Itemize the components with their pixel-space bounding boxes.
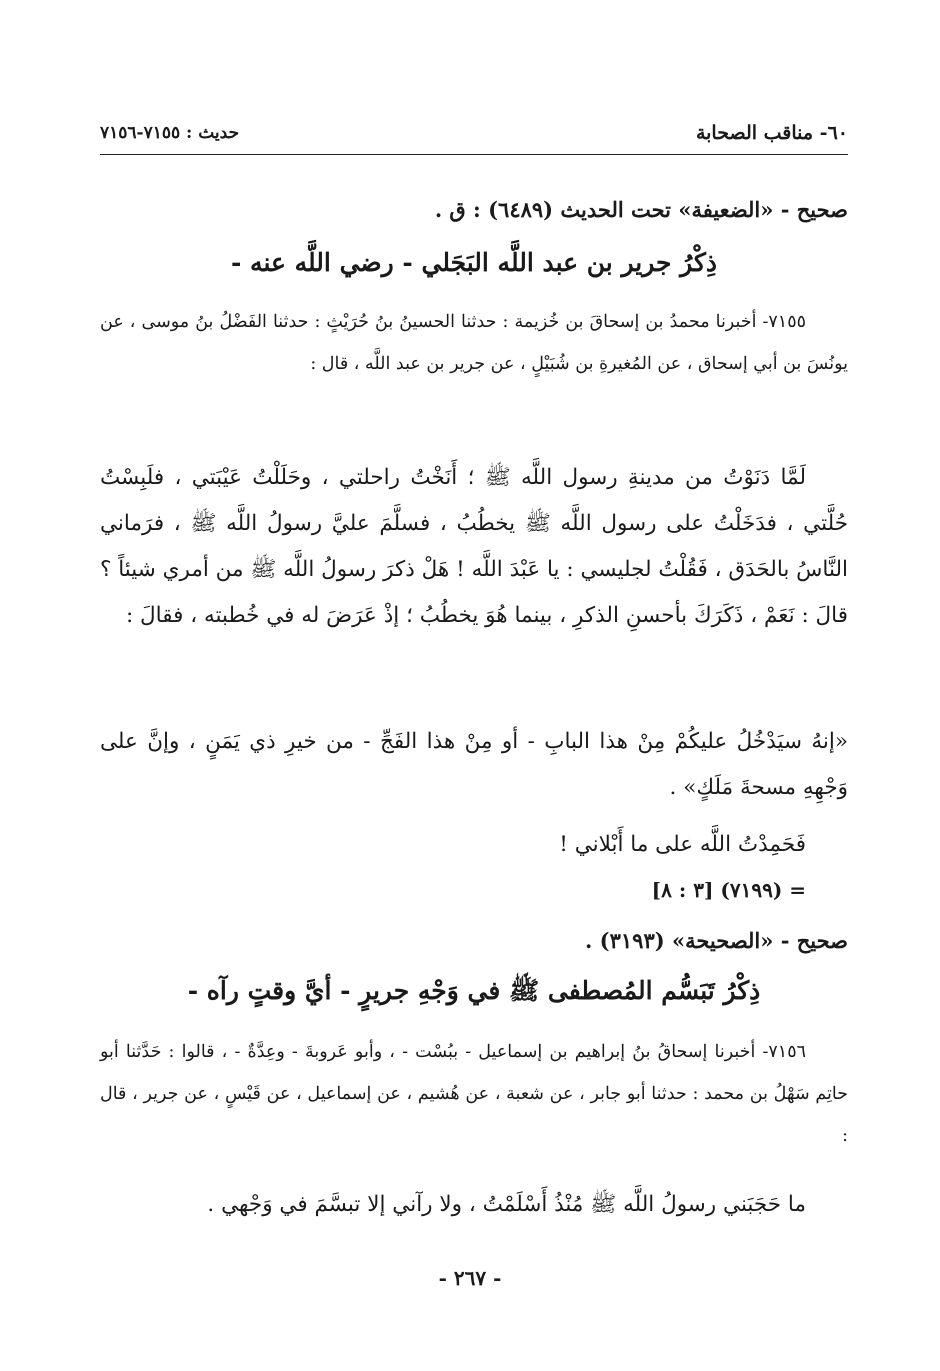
section-2-title: ذِكْرُ تَبَسُّم المُصطفى ﷺ في وَجْهِ جريرٍ - أيَّ وقتٍ رآه -	[187, 976, 761, 1005]
hadith-7155-quote: «إنهُ سيَدْخُلُ عليكُمْ مِنْ هذا البابِ - أو مِنْ هذا الفَجِّ - من خيرِ ذي يَمَنٍ ، وإنَّ على وَجْهِهِ مسحةَ مَلَكٍ» .	[100, 729, 848, 800]
hadith-7156-isnad: ٧١٥٦- أخبرنا إسحاقُ بنُ إبراهيم بن إسماعيل - ببُسْت - ، وأبو عَروبةَ - وعِدَّةٌ - ، قالوا : حَدَّثنا أبو حاتِم سَهْلُ بن محمد : حدثنا أبو جابر ، عن شعبة ، عن هُشيم ، عن إسماعيل ، عن قَيْسٍ ، عن جرير ، قال :	[100, 1042, 848, 1146]
running-header	[100, 112, 848, 155]
grading-2: صحيح - «الصحيحة» (٣١٩٣) .	[585, 928, 848, 953]
hadith-7155-closing: فَحَمِدْتُ اللَّه على ما أَبْلاني !	[559, 832, 806, 857]
grading-1: صحيح - «الضعيفة» تحت الحديث (٦٤٨٩) : ق .	[434, 197, 848, 222]
hadith-7156-matn: ما حَجَبَني رسولُ اللَّه ﷺ مُنْذُ أَسْلَمْتُ ، ولا رآني إلا تبسَّمَ في وَجْهي .	[207, 1192, 806, 1217]
hadith-7155-isnad: ٧١٥٥- أخبرنا محمدُ بن إسحاقَ بن خُزيمة : حدثنا الحسينُ بنُ حُرَيْثٍ : حدثنا الفَضْلُ بنُ موسى ، عن يونُسَ بن أبي إسحاق ، عن المُغيرةِ بن شُبَيْلٍ ، عن جرير بن عبد اللَّه ، قال :	[100, 312, 848, 374]
book-title: ٦٠- مناقب الصحابة	[695, 122, 848, 144]
page-number: - ٢٦٧ -	[438, 1266, 502, 1290]
hadith-7155-matn: لَمَّا دَنَوْتُ من مدينةِ رسول اللَّه ﷺ ؛ أَنَخْتُ راحلتي ، وحَلَلْتُ عَيْبَتي ، فلَبِسْتُ حُلَّتي ، فدَخَلْتُ على رسول اللَّه ﷺ يخطُبُ ، فسلَّمَ عليَّ رسولُ اللَّه ﷺ ، فرَماني النَّاسُ بالحَدَق ، فَقُلْتُ لجليسي : يا عَبْدَ اللَّه ! هَلْ ذكرَ رسولُ اللَّه ﷺ من أمري شيئاً ؟ قالَ : نَعَمْ ، ذَكَرَكَ بأحسنِ الذكرِ ، بينما هُوَ يخطُبُ ؛ إذْ عَرَضَ له في خُطبته ، فقالَ :	[100, 465, 848, 628]
hadith-7155-ref: = (٧١٩٩) [٣ : ٨]	[651, 878, 806, 902]
hadith-range: حديث : ٧١٥٥-٧١٥٦	[100, 123, 240, 143]
section-1-title: ذِكْرُ جرير بن عبد اللَّه البَجَلي - رضي اللَّه عنه -	[230, 248, 718, 277]
